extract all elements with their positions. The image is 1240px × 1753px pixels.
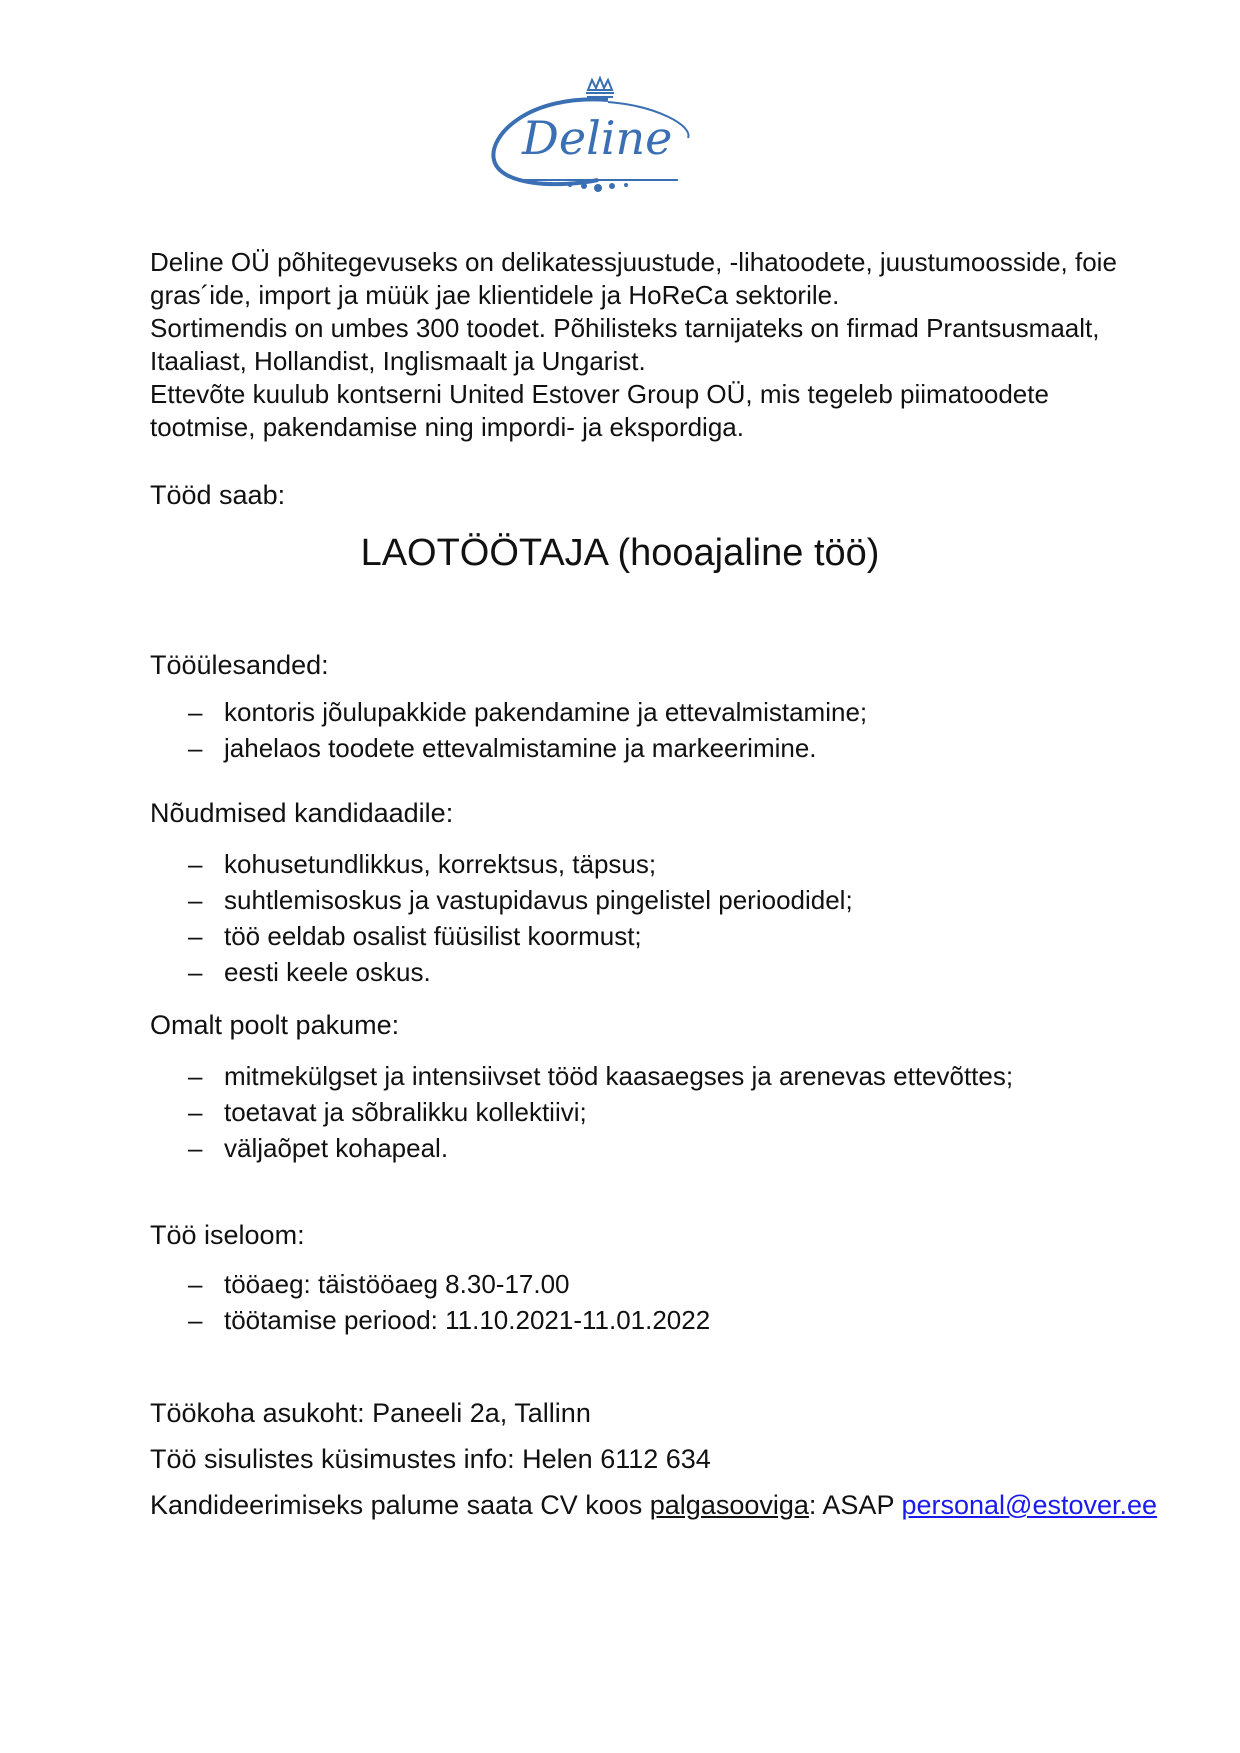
list-item: – toetavat ja sõbralikku kollektiivi; <box>188 1094 1013 1130</box>
dash-icon: – <box>188 921 203 951</box>
deline-logo <box>488 76 698 202</box>
list-item: – jahelaos toodete ettevalmistamine ja markeerimine. <box>188 730 867 766</box>
apply-asap: : ASAP <box>808 1490 894 1520</box>
list-item: – kohusetundlikkus, korrektsus, täpsus; <box>188 846 853 882</box>
dash-icon: – <box>188 1061 203 1091</box>
list-item: – töö eeldab osalist füüsilist koormust; <box>188 918 853 954</box>
intro-paragraph: Deline OÜ põhitegevuseks on delikatessjuustude, -lihatoodete, juustumoosside, foie gras´ide, import ja müük jae klientidele ja HoReCa sektorile. <box>150 247 1117 310</box>
intro-paragraph: Sortimendis on umbes 300 toodet. Põhilisteks tarnijateks on firmad Prantsusmaalt, Itaaliast, Hollandist, Inglismaalt ja Ungarist. <box>150 313 1100 376</box>
dash-icon: – <box>188 733 203 763</box>
dash-icon: – <box>188 849 203 879</box>
info-line <box>150 1444 711 1475</box>
dash-icon: – <box>188 1269 203 1299</box>
location-label: Töökoha asukoht: <box>150 1398 365 1428</box>
intro-paragraph: Ettevõte kuulub kontserni United Estover Group OÜ, mis tegeleb piimatoodete tootmise, pakendamise ning impordi- ja ekspordiga. <box>150 379 1049 442</box>
work-available-label: Tööd saab: <box>150 480 286 510</box>
dash-icon: – <box>188 1097 203 1127</box>
list-item: – töötamise periood: 11.10.2021-11.01.2022 <box>188 1302 710 1338</box>
info-value: Helen 6112 634 <box>522 1444 711 1474</box>
list-item: – tööaeg: täistööaeg 8.30-17.00 <box>188 1266 710 1302</box>
list-item: – eesti keele oskus. <box>188 954 853 990</box>
nature-heading: Töö iseloom: <box>150 1220 305 1250</box>
list-item: – suhtlemisoskus ja vastupidavus pingelistel perioodidel; <box>188 882 853 918</box>
tasks-list <box>188 694 867 766</box>
offer-heading: Omalt poolt pakume: <box>150 1010 400 1040</box>
dash-icon: – <box>188 697 203 727</box>
crown-icon <box>586 78 614 97</box>
dash-icon: – <box>188 885 203 915</box>
list-item: – kontoris jõulupakkide pakendamine ja ettevalmistamine; <box>188 694 867 730</box>
info-label: Töö sisulistes küsimustes info: <box>150 1444 515 1474</box>
list-item: – mitmekülgset ja intensiivset tööd kaasaegses ja arenevas ettevõttes; <box>188 1058 1013 1094</box>
logo-text: Deline <box>522 111 673 165</box>
apply-line <box>150 1490 1157 1521</box>
dash-icon: – <box>188 1305 203 1335</box>
job-title: LAOTÖÖTAJA (hooajaline töö) <box>360 532 880 574</box>
offer-list <box>188 1058 1013 1166</box>
apply-prefix: Kandideerimiseks palume saata CV koos <box>150 1490 643 1520</box>
dash-icon: – <box>188 957 203 987</box>
location-line <box>150 1398 591 1429</box>
location-value: Paneeli 2a, Tallinn <box>372 1398 591 1428</box>
requirements-list <box>188 846 853 990</box>
salary-wish: palgasooviga <box>649 1490 809 1520</box>
nature-list <box>188 1266 710 1338</box>
company-intro <box>150 246 1150 444</box>
email-link[interactable]: personal@estover.ee <box>901 1490 1158 1520</box>
dash-icon: – <box>188 1133 203 1163</box>
requirements-heading: Nõudmised kandidaadile: <box>150 798 454 828</box>
tasks-heading: Tööülesanded: <box>150 650 329 680</box>
list-item: – väljaõpet kohapeal. <box>188 1130 1013 1166</box>
